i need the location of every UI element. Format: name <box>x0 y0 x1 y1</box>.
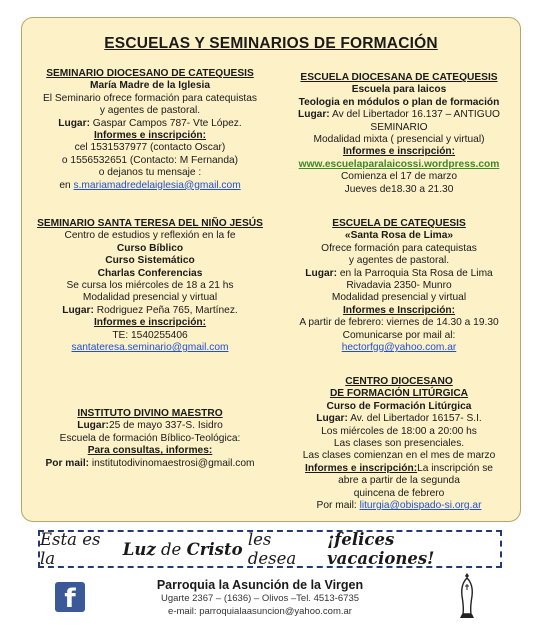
location-line-2: Rivadavia 2350- Munro <box>346 280 452 292</box>
contact-line: o dejanos tu mensaje : <box>98 167 202 179</box>
section-subtitle: «Santa Rosa de Lima» <box>344 230 454 242</box>
location-line <box>280 413 518 425</box>
location-text: Av. del Libertador 16157- S.I. <box>347 413 482 425</box>
location-text: Av del Libertador 16.137 – ANTIGUO <box>329 109 500 121</box>
banner-text-4: Cristo <box>186 539 243 559</box>
text-line: Modalidad presencial y virtual <box>82 292 218 304</box>
text-line: y agentes de pastoral. <box>348 255 450 267</box>
info-label: Informes e inscripción: <box>305 462 418 474</box>
location-label: Lugar: <box>58 117 90 129</box>
text-line: Las clases son presenciales. <box>333 438 465 450</box>
info-line-2: abre a partir de la segunda <box>338 475 460 487</box>
escuela-diocesana-block <box>280 72 518 196</box>
location-label: Lugar: <box>305 267 337 279</box>
schedule-line: Jueves de18.30 a 21.30 <box>344 183 454 195</box>
section-subtitle: Curso de Formación Litúrgica <box>326 400 472 412</box>
banner-text-2: Luz <box>122 539 156 559</box>
info-line <box>280 463 518 475</box>
email-link[interactable]: liturgia@obispado-si.org.ar <box>359 500 482 512</box>
seminario-diocesano-block <box>30 68 270 192</box>
location-text: Rodriguez Peña 765, Martínez. <box>93 304 238 316</box>
text-line: y agentes de pastoral. <box>99 105 201 117</box>
info-text: La inscripción se <box>417 462 493 474</box>
contact-line: cel 1531537977 (contacto Oscar) <box>74 142 226 154</box>
banner-text-6: ¡felices vacaciones! <box>327 530 435 568</box>
text-line: Ofrece formación para catequistas <box>321 242 477 254</box>
location-text: en la Parroquia Sta Rosa de Lima <box>336 267 493 279</box>
website-link[interactable]: www.escuelaparalaicossi.wordpress.com <box>298 158 500 170</box>
info-label: Informes e inscripción: <box>93 317 207 329</box>
facebook-icon[interactable]: f <box>55 582 85 612</box>
course-item: Charlas Conferencias <box>97 267 203 279</box>
text-line: Las clases comienzan en el mes de marzo <box>302 450 496 462</box>
email-link[interactable]: santateresa.seminario@gmail.com <box>71 342 229 354</box>
mail-line <box>30 458 270 470</box>
intro-line: Centro de estudios y reflexión en la fe <box>64 230 236 242</box>
phone-line: TE: 1540255406 <box>112 329 188 341</box>
page-title: ESCUELAS Y SEMINARIOS DE FORMACIÓN <box>104 35 438 52</box>
text-line: Se cursa los miércoles de 18 a 21 hs <box>66 280 234 292</box>
parish-email: e-mail: parroquialaasuncion@yahoo.com.ar <box>168 606 352 617</box>
content-panel <box>21 17 521 522</box>
section-heading: INSTITUTO DIVINO MAESTRO <box>77 408 223 419</box>
location-line <box>280 268 518 280</box>
location-label: Lugar: <box>298 109 330 121</box>
footer <box>100 578 420 618</box>
section-subtitle: María Madre de la Iglesia <box>89 80 211 92</box>
email-link[interactable]: s.mariamadredelaiglesia@gmail.com <box>73 179 241 191</box>
section-heading: ESCUELA DIOCESANA DE CATEQUESIS <box>300 72 498 83</box>
mail-label: Por mail: <box>45 457 90 469</box>
mail-text: Comunicarse por mail al: <box>342 329 456 341</box>
banner-text-5: les desea <box>247 530 297 568</box>
location-line-2: SEMINARIO <box>370 121 428 133</box>
location-text: Gaspar Campos 787- Vte López. <box>89 117 242 129</box>
location-label: Lugar: <box>316 413 348 425</box>
section-heading: ESCUELA DE CATEQUESIS <box>332 218 466 229</box>
location-line <box>30 118 270 130</box>
location-line <box>30 305 270 317</box>
section-heading: SEMINARIO DIOCESANO DE CATEQUESIS <box>46 68 254 79</box>
modality-line: Modalidad mixta ( presencial y virtual) <box>313 134 485 146</box>
contact-line: o 1556532651 (Contacto: M Fernanda) <box>61 154 239 166</box>
seminario-santa-teresa-block <box>30 218 270 354</box>
dates-line: A partir de febrero: viernes de 14.30 a 19.30 <box>299 317 499 329</box>
info-label: Informes e inscripción: <box>93 130 207 142</box>
section-heading: SEMINARIO SANTA TERESA DEL NIÑO JESÚS <box>37 218 263 229</box>
email-prefix: en <box>59 179 71 191</box>
centro-liturgia-block <box>280 376 518 512</box>
info-line-3: quincena de febrero <box>353 487 445 499</box>
location-line <box>30 420 270 432</box>
course-item: Curso Bíblico <box>116 242 184 254</box>
info-label: Informes e inscripción: <box>342 146 456 158</box>
text-line: El Seminario ofrece formación para catequistas <box>42 92 258 104</box>
virgin-statue-icon <box>452 570 482 620</box>
text-line: Los miércoles de 18:00 a 20:00 hs <box>321 425 477 437</box>
section-heading-2: DE FORMACIÓN LITÚRGICA <box>329 388 469 400</box>
banner-text-3: de <box>160 539 182 559</box>
section-subtitle: Escuela para laicos <box>351 84 447 96</box>
escuela-santa-rosa-block <box>280 218 518 354</box>
consult-label: Para consultas, informes: <box>87 445 213 457</box>
modality-line: Modalidad presencial y virtual <box>331 292 467 304</box>
mail-line <box>280 500 518 512</box>
location-label: Lugar: <box>62 304 94 316</box>
parish-address: Ugarte 2367 – (1636) – Olivos –Tel. 4513-6735 <box>160 593 360 604</box>
description-line: Escuela de formación Bíblico-Teológica: <box>59 432 241 444</box>
location-line <box>280 109 518 121</box>
instituto-divino-maestro-block <box>30 408 270 470</box>
vacation-banner <box>38 530 502 568</box>
parish-name: Parroquia la Asunción de la Virgen <box>156 578 364 592</box>
section-subtitle-2: Teologia en módulos o plan de formación <box>298 96 500 108</box>
mail-label: Por mail: <box>316 500 360 512</box>
mail-address[interactable]: institutodivinomaestrosi@gmail.com <box>89 457 255 469</box>
start-line: Comienza el 17 de marzo <box>340 171 458 183</box>
location-label: Lugar: <box>77 420 109 432</box>
banner-text-1: Esta es la <box>40 530 101 568</box>
location-text: 25 de mayo 337-S. Isidro <box>108 420 223 432</box>
info-label: Informes e Inscripción: <box>342 304 456 316</box>
section-heading: CENTRO DIOCESANO <box>345 376 453 387</box>
email-link[interactable]: hectorfgg@yahoo.com.ar <box>341 342 457 354</box>
email-line <box>30 180 270 192</box>
course-item: Curso Sistemático <box>105 255 195 267</box>
